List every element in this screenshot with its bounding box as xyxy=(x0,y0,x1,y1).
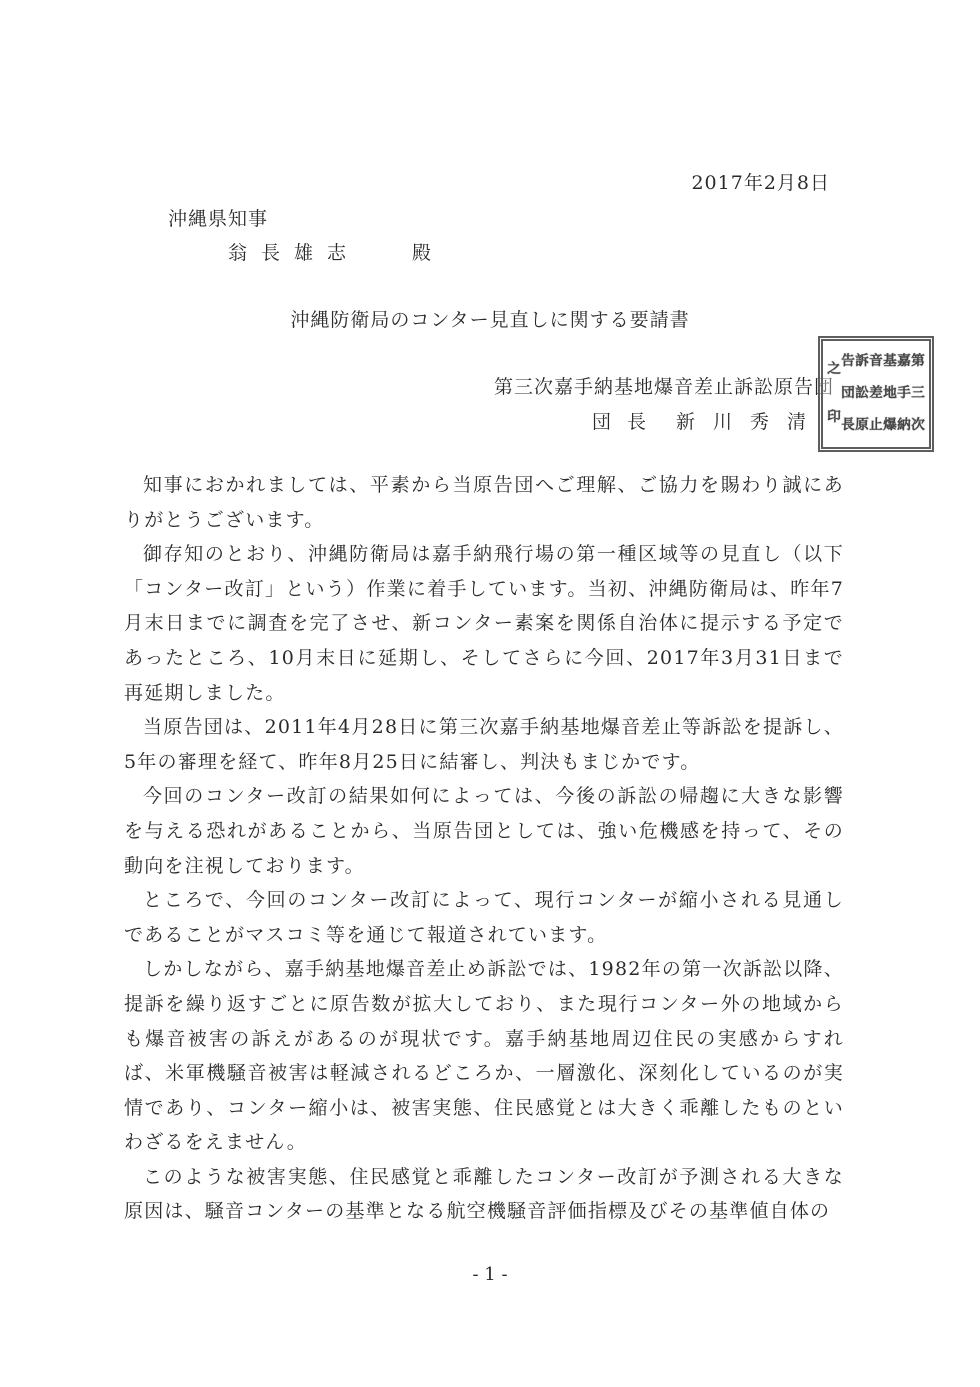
seal-character: 手 xyxy=(897,385,911,402)
seal-character: 音 xyxy=(869,353,883,370)
seal-character: 訟 xyxy=(855,385,869,402)
seal-character: 告 xyxy=(841,353,855,370)
seal-column xyxy=(855,346,869,442)
document-date: 2017年2月8日 xyxy=(691,172,830,194)
sender-representative xyxy=(592,407,824,434)
seal-column xyxy=(869,346,883,442)
sender-rep-name: 新川秀清 xyxy=(676,411,825,433)
addressee-name: 翁長雄志 xyxy=(228,242,361,264)
body-paragraph: 今回のコンター改訂の結果如何によっては、今後の訴訟の帰趨に大きな影響を与える恐れがあることから、当原告団としては、強い危機感を持って、その動向を注視しております。 xyxy=(124,785,844,877)
seal-character: 嘉 xyxy=(897,353,911,370)
body-paragraph: 当原告団は、2011年4月28日に第三次嘉手納基地爆音差止等訴訟を提訴し、5年の審理を経て、昨年8月25日に結審し、判決もまじかです。 xyxy=(124,716,844,773)
addressee-honorific: 殿 xyxy=(412,242,432,264)
seal-column xyxy=(897,346,911,442)
document-title: 沖縄防衛局のコンター見直しに関する要請書 xyxy=(290,309,690,331)
body-paragraph: しかしながら、嘉手納基地爆音差止め訴訟では、1982年の第一次訴訟以降、提訴を繰り返すごとに原告数が拡大しており、また現行コンター外の地域からも爆音被害の訴えがあるのが現状です。嘉手納基地周辺住民の実感からすれば、米軍機騒音被害は軽減されるどころか、一層激化、深刻化しているのが実情であり、コンター縮小は、被害実態、住民感覚とは大きく乖離したものといわざるをえません。 xyxy=(124,958,844,1154)
page-number: - 1 - xyxy=(472,1264,508,1285)
seal-character: 訴 xyxy=(855,353,869,370)
seal-column xyxy=(883,346,897,442)
body-paragraph: ところで、今回のコンター改訂によって、現行コンターが縮小される見通しであることがマスコミ等を通じて報道されています。 xyxy=(124,889,844,946)
seal-character: 印 xyxy=(827,409,841,426)
seal-character: 第 xyxy=(911,353,925,370)
seal-character: 三 xyxy=(911,385,925,402)
seal-character: 団 xyxy=(841,385,855,402)
seal-character: 爆 xyxy=(883,417,897,434)
body-paragraph: 知事におかれましては、平素から当原告団へご理解、ご協力を賜わり誠にありがとうございます。 xyxy=(124,474,844,531)
seal-character: 止 xyxy=(869,417,883,434)
official-seal-stamp xyxy=(818,336,934,452)
document-body xyxy=(124,468,844,1229)
body-paragraph: このような被害実態、住民感覚と乖離したコンター改訂が予測される大きな原因は、騒音コンターの基準となる航空機騒音評価指標及びその基準値自体の xyxy=(124,1165,844,1223)
addressee-title: 沖縄県知事 xyxy=(168,208,269,230)
sender-rep-title: 団長 xyxy=(592,411,663,433)
seal-column xyxy=(827,346,841,442)
seal-column xyxy=(911,346,925,442)
body-paragraph: 御存知のとおり、沖縄防衛局は嘉手納飛行場の第一種区域等の見直し（以下「コンター改訂」という）作業に着手しています。当初、沖縄防衛局は、昨年7月末日までに調査を完了させ、新コンター素案を関係自治体に提示する予定であったところ、10月末日に延期し、そしてさらに今回、2017年3月31日まで再延期しました。 xyxy=(124,543,844,704)
seal-character: 地 xyxy=(883,385,897,402)
seal-character: 基 xyxy=(883,353,897,370)
seal-character: 差 xyxy=(869,385,883,402)
addressee-name-line xyxy=(228,238,431,265)
seal-character: 次 xyxy=(911,417,925,434)
seal-character: 長 xyxy=(841,417,855,434)
sender-organization: 第三次嘉手納基地爆音差止訴訟原告団 xyxy=(494,376,835,398)
seal-column xyxy=(841,346,855,442)
seal-character: 納 xyxy=(897,417,911,434)
seal-character: 之 xyxy=(827,361,841,378)
seal-character: 原 xyxy=(855,417,869,434)
